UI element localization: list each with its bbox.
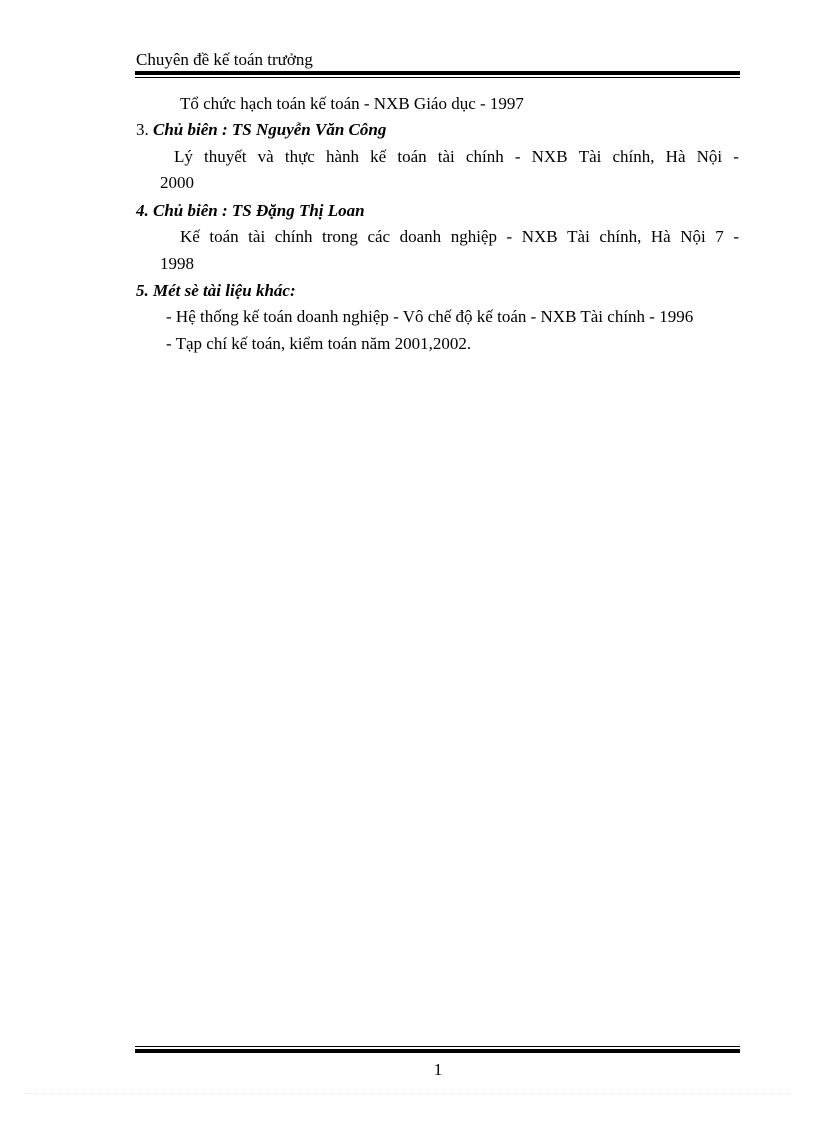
title-word: - <box>506 227 513 246</box>
title-word: chính <box>274 227 313 246</box>
footer-rule-thick <box>135 1049 740 1053</box>
page-number: 1 <box>433 1060 443 1079</box>
ref4-title-line <box>180 226 739 248</box>
title-word: thực <box>284 147 315 166</box>
ref3-number: 3. <box>136 120 149 139</box>
ref5-heading: 5. Mét sè tài liệu khác: <box>136 281 296 300</box>
ref3-title-end: 2000 <box>160 173 194 192</box>
ref3-heading <box>136 119 386 141</box>
title-word: NXB <box>531 147 568 166</box>
header-rule-thick <box>135 71 740 75</box>
title-word: NXB <box>521 227 558 246</box>
ref3-title-line <box>174 146 739 168</box>
title-word: các <box>367 227 391 246</box>
title-word: Hà <box>665 147 686 166</box>
title-word: hành <box>325 147 360 166</box>
title-word: thuyết <box>204 147 247 166</box>
title-word: và <box>257 147 274 166</box>
title-word: Lý <box>174 147 193 166</box>
title-word: 7 <box>715 227 724 246</box>
title-word: - <box>733 147 739 166</box>
title-word: nghiệp <box>450 227 497 246</box>
ref2-title: Tổ chức hạch toán kế toán - NXB Giáo dục - 1997 <box>180 94 524 113</box>
title-word: chính <box>465 147 504 166</box>
ref3-author: Chủ biên : TS Nguyễn Văn Công <box>153 120 387 139</box>
title-word: tài <box>437 147 455 166</box>
ref5-item: - Hệ thống kế toán doanh nghiệp - Vô chế độ kế toán - NXB Tài chính - 1996 <box>166 307 694 326</box>
title-word: trong <box>322 227 358 246</box>
title-word: doanh <box>399 227 442 246</box>
title-word: Hà <box>650 227 671 246</box>
title-word: Tài <box>578 147 602 166</box>
ref4-heading: 4. Chủ biên : TS Đặng Thị Loan <box>136 201 365 220</box>
page-header-title: Chuyên đề kế toán trưởng <box>136 50 313 69</box>
title-word: Tài <box>567 227 590 246</box>
title-word: toán <box>209 227 239 246</box>
ref4-title-end: 1998 <box>160 254 194 273</box>
ref5-item: - Tạp chí kế toán, kiểm toán năm 2001,2002. <box>166 334 472 353</box>
title-word: chính, <box>599 227 642 246</box>
title-word: toán <box>397 147 427 166</box>
title-word: chính, <box>612 147 655 166</box>
title-word: Kế <box>180 227 200 246</box>
title-word: tài <box>248 227 266 246</box>
page-bottom-border <box>25 1093 791 1094</box>
title-word: kế <box>370 147 387 166</box>
footer-rule-thin <box>135 1046 740 1047</box>
title-word: - <box>733 227 739 246</box>
title-word: Nội <box>696 147 723 166</box>
title-word: - <box>514 147 521 166</box>
title-word: Nội <box>680 227 706 246</box>
header-rule-thin <box>135 77 740 78</box>
